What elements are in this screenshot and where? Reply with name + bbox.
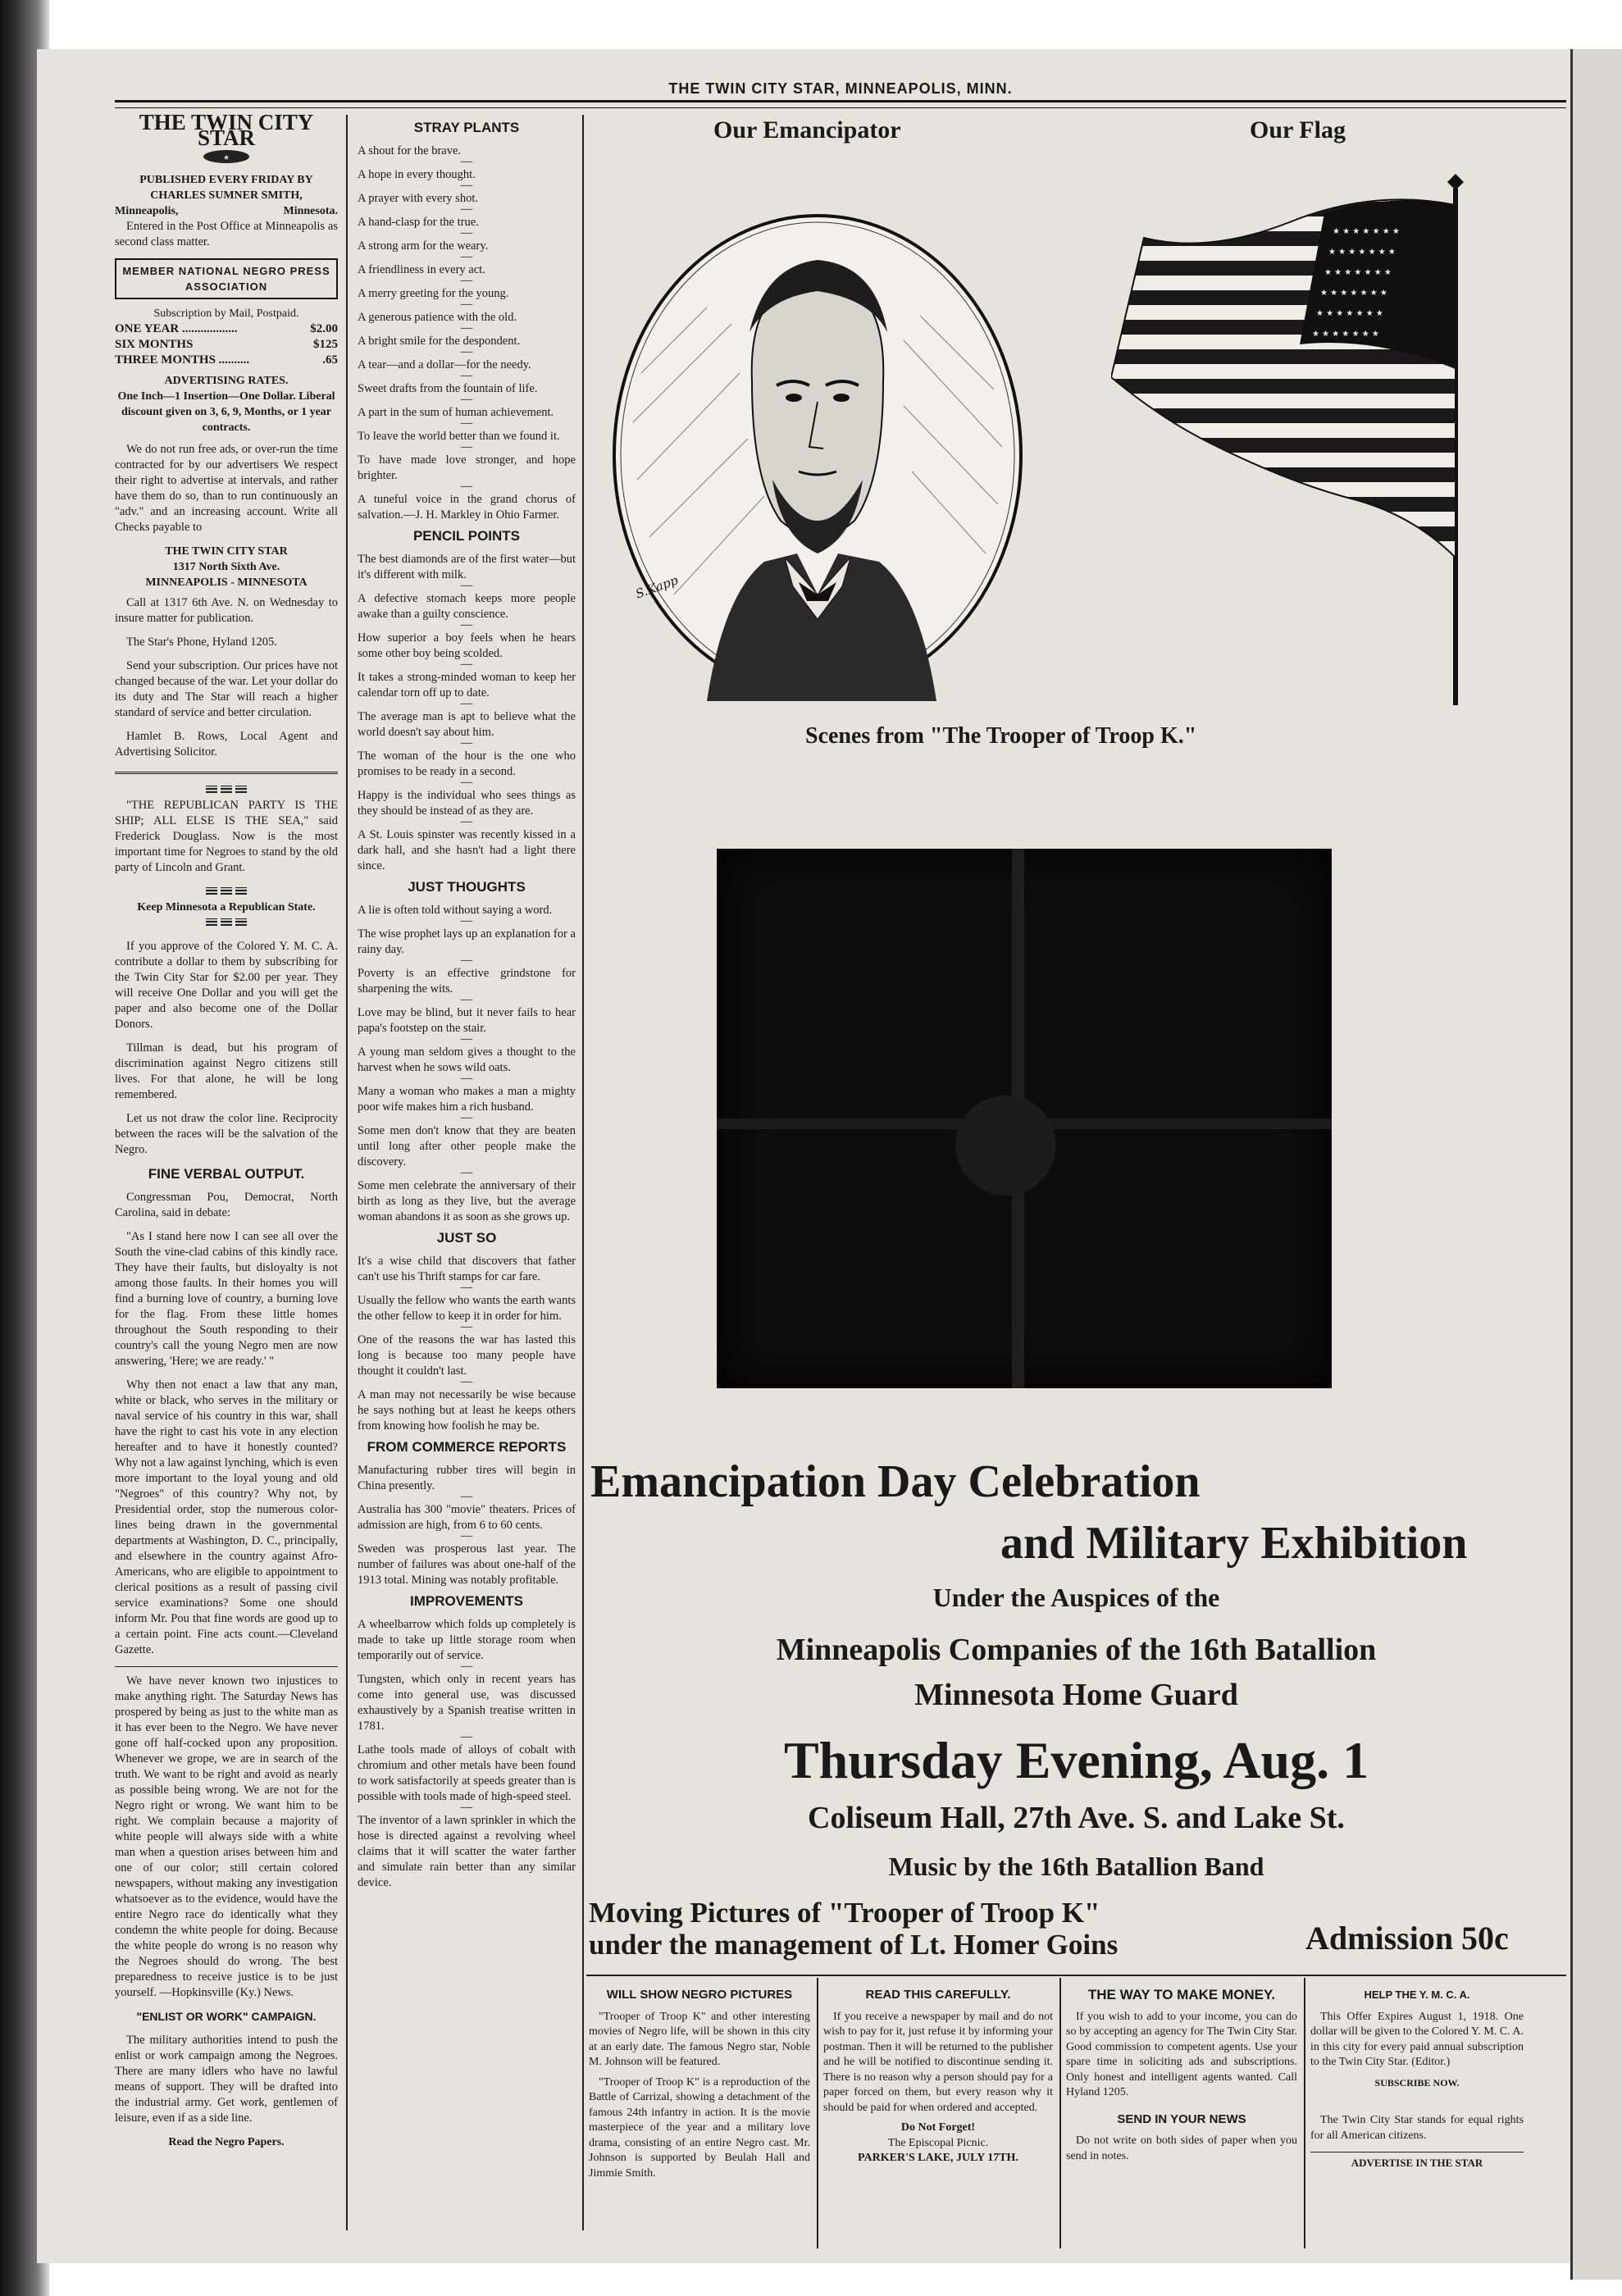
- list-item: A hand-clasp for the true.: [358, 216, 479, 229]
- item-divider: —: [460, 1111, 473, 1124]
- negro-pictures-p1: "Trooper of Troop K" and other interesting movies of Negro life, will be shown in this city at an early date. The famous Negro star, Noble M. Johnson will be featured.: [589, 2010, 810, 2068]
- lincoln-portrait: [608, 209, 1027, 701]
- subscription-head: Subscription by Mail, Postpaid.: [153, 308, 299, 320]
- list-item: A strong arm for the weary.: [358, 239, 489, 253]
- read-carefully-box: [823, 1984, 1053, 2166]
- svg-text:★: ★: [222, 153, 230, 162]
- item-divider: —: [460, 1166, 473, 1179]
- section-rule: [115, 1666, 338, 1667]
- list-item: Tungsten, which only in recent years has come into general use, was discussed exhaustively by a Spanish treatise written in 1781.: [358, 1673, 576, 1733]
- list-item: A wheelbarrow which folds up completely is made to take up little storage room when temporarily out of service.: [358, 1618, 576, 1662]
- list-item: The wise prophet lays up an explanation for a rainy day.: [358, 927, 576, 956]
- item-divider: —: [460, 1320, 473, 1333]
- list-item: How superior a boy feels when he hears some other boy being scolded.: [358, 631, 576, 660]
- item-divider: —: [460, 618, 473, 631]
- box-rule-3: [1304, 1978, 1305, 2248]
- pencil-points-head: PENCIL POINTS: [412, 528, 521, 544]
- masthead: THE TWIN CITY STAR, MINNEAPOLIS, MINN.: [668, 80, 1013, 97]
- read-negro-papers: Read the Negro Papers.: [168, 2136, 285, 2148]
- column-rule-2: [582, 115, 584, 2230]
- item-divider: —: [460, 1375, 473, 1388]
- item-divider: —: [460, 369, 473, 382]
- advertising-policy: We do not run free ads, or over-run the time contracted for by our advertisers We respect their right to advertise at intervals, and rather have them do so, than to run continuously an "adv." and an increasing account. Write all Checks payable to: [115, 443, 338, 534]
- list-item: Many a woman who makes a man a mighty poor wife makes him a rich husband.: [358, 1085, 576, 1114]
- list-item: The inventor of a lawn sprinkler in which the hose is directed against a revolving wheel claims that it will scatter the water farther and simulate rain better than any similar device.: [358, 1814, 576, 1889]
- republican-quote: "THE REPUBLICAN PARTY IS THE SHIP; ALL ELSE IS THE SEA," said Frederick Douglass. Now is the most important time for Negroes to stand by the old party of Lincoln and Grant.: [115, 799, 338, 874]
- rate-value: .65: [322, 353, 338, 367]
- emancipator-title: Our Emancipator: [713, 116, 901, 144]
- item-divider: —: [460, 155, 473, 168]
- bottom-boxes-rule: [586, 1975, 1566, 1976]
- fine-verbal-p3: Why then not enact a law that any man, white or black, who serves in the military or naval service of his country in this war, shall have the right to cast his vote in any election hereafter and to have it honestly counted? Why not a law against lynching, which is even more important to the loyal young and old "Negroes" of this country? Why not, by Presidential order, stop the numerous color-lines being drawn in the governmental departments at Washington, D. C., principally, and elsewhere in the country against Afro-Americans, who are eligible to appointment to clerical positions as a result of passing civil service examinations? Some one should inform Mr. Pou that fine words are good up to a certain point. Fine acts count.—Cleveland Gazette.: [115, 1378, 338, 1656]
- city-line: [115, 203, 338, 219]
- make-money-p1: If you wish to add to your income, you can do so by accepting an agency for The Twin City Star. Good commission to competent agents. Use your spare time in soliciting ads and subscriptions. Only honest and intelligent agents wanted. Call Hyland 1205.: [1066, 2010, 1297, 2098]
- list-item: A shout for the brave.: [358, 144, 462, 157]
- make-money-box: [1066, 1984, 1297, 2169]
- flags-icon: [115, 915, 338, 931]
- rate-row: [115, 337, 338, 353]
- list-item: It takes a strong-minded woman to keep her calendar torn off up to date.: [358, 671, 576, 699]
- rate-value: $125: [313, 338, 338, 351]
- masthead-rule: [115, 100, 1566, 108]
- list-item: A merry greeting for the young.: [358, 287, 509, 300]
- list-item: Sweden was prosperous last year. The number of failures was about one-half of the 1913 total. Mining was notably profitable.: [358, 1542, 576, 1587]
- list-item: To have made love stronger, and hope brighter.: [358, 453, 576, 482]
- list-item: The best diamonds are of the first water—but it's different with milk.: [358, 553, 576, 581]
- city-left: Minneapolis,: [115, 205, 179, 217]
- color-line-item: Let us not draw the color line. Reciprocity between the races will be the salvation of the Negro.: [115, 1112, 338, 1156]
- item-divider: —: [460, 736, 473, 749]
- list-item: A hope in every thought.: [358, 168, 476, 181]
- list-item: A man may not necessarily be wise because he says nothing but at least he keeps others from knowing how foolish he may be.: [358, 1388, 576, 1433]
- item-divider: —: [460, 345, 473, 358]
- send-news-p1: Do not write on both sides of paper when you send in notes.: [1066, 2134, 1297, 2162]
- send-news-head: SEND IN YOUR NEWS: [1117, 2112, 1246, 2126]
- event-title-line1: Emancipation Day Celebration: [590, 1456, 1201, 1507]
- advertise-in-star: ADVERTISE IN THE STAR: [1351, 2157, 1483, 2169]
- artist-signature: S.Kapp: [633, 572, 681, 602]
- item-divider: —: [460, 914, 473, 927]
- list-item: A prayer with every shot.: [358, 192, 478, 205]
- publisher-line-2: CHARLES SUMNER SMITH,: [150, 189, 303, 202]
- item-divider: —: [460, 440, 473, 453]
- item-divider: —: [460, 1529, 473, 1542]
- item-divider: —: [460, 1032, 473, 1046]
- commerce-head: FROM COMMERCE REPORTS: [367, 1439, 567, 1455]
- advertising-text: One Inch—1 Insertion—One Dollar. Liberal discount given on 3, 6, 9, Months, or 1 year contracts.: [117, 390, 335, 434]
- agent-notice: Hamlet B. Rows, Local Agent and Advertising Solicitor.: [115, 730, 338, 758]
- help-ymca-box: [1310, 1984, 1524, 2171]
- tillman-item: Tillman is dead, but his program of discrimination against Negro citizens still lives. For that alone, he will be long remembered.: [115, 1041, 338, 1101]
- rate-row: [115, 321, 338, 337]
- item-divider: —: [460, 298, 473, 311]
- just-thoughts-list: [358, 903, 576, 1225]
- member-box: MEMBER NATIONAL NEGRO PRESS ASSOCIATION: [115, 258, 338, 299]
- address-line: MINNEAPOLIS - MINNESOTA: [145, 576, 308, 589]
- list-item: Usually the fellow who wants the earth wants the other fellow to keep it in order for him.: [358, 1294, 576, 1323]
- section-rule: [115, 772, 338, 774]
- item-divider: —: [460, 815, 473, 828]
- box-rule-1: [817, 1978, 818, 2248]
- item-divider: —: [460, 274, 473, 287]
- negro-pictures-box: [589, 1984, 810, 2186]
- fine-verbal-p1: Congressman Pou, Democrat, North Carolina, said in debate:: [115, 1191, 338, 1219]
- item-divider: —: [460, 658, 473, 671]
- list-item: A defective stomach keeps more people awake than a guilty conscience.: [358, 592, 576, 621]
- star-emblem-icon: [115, 149, 338, 169]
- fine-verbal-head: FINE VERBAL OUTPUT.: [148, 1166, 305, 1182]
- item-divider: —: [460, 393, 473, 406]
- help-ymca-head: HELP THE Y. M. C. A.: [1364, 1988, 1470, 2001]
- injustices-item: We have never known two injustices to make anything right. The Saturday News has prospered by being as just to the white man as it has ever been to the Negro. We have never gone off half-cocked upon any proposition. Whenever we grope, we are in search of the truth. We want to be right and avoid as nearly as possible being wrong. We are not for the Negro right or wrong. We want him to be right. We complain because a majority of white people will always side with a white man when a question arises between him and one of our color; still certain colored newspapers, without making any investigation whatsoever as to the evidence, would have the entire Negro race do identically what they condemn the white people for doing. Because the white people do wrong is no reason why the Negroes should do wrong. The best preparedness to receive justice is to be just yourself. —Hopkinsville (Ky.) News.: [115, 1674, 338, 1999]
- auspices-line: Under the Auspices of the: [932, 1583, 1220, 1612]
- city-right: Minnesota.: [283, 205, 338, 217]
- item-divider: —: [460, 697, 473, 710]
- rate-row: [115, 353, 338, 368]
- item-divider: —: [460, 226, 473, 239]
- svg-text:★ ★ ★ ★ ★ ★ ★: ★ ★ ★ ★ ★ ★ ★: [1312, 330, 1379, 339]
- band-line: Music by the 16th Batallion Band: [888, 1852, 1264, 1881]
- ymca-appeal: If you approve of the Colored Y. M. C. A. contribute a dollar to them by subscribing for the Twin City Star for $2.00 per year. They will receive One Dollar and you will get the paper and also become one of the Dollar Donors.: [115, 940, 338, 1031]
- list-item: Australia has 300 "movie" theaters. Prices of admission are high, from 6 to 60 cents.: [358, 1503, 576, 1532]
- event-venue-line: Coliseum Hall, 27th Ave. S. and Lake St.: [808, 1801, 1345, 1835]
- list-item: The woman of the hour is the one who promises to be ready in a second.: [358, 749, 576, 778]
- item-divider: —: [460, 1801, 473, 1814]
- item-divider: —: [460, 480, 473, 493]
- column-rule-1: [346, 115, 348, 2230]
- item-divider: —: [460, 1660, 473, 1673]
- event-title-line2: and Military Exhibition: [1000, 1518, 1468, 1569]
- list-item: Lathe tools made of alloys of cobalt with chromium and other metals have been found to work satisfactorily at speeds greater than is possible with tools made of high-speed steel.: [358, 1743, 576, 1803]
- flags-icon: [115, 782, 338, 798]
- list-item: A tuneful voice in the grand chorus of salvation.—J. H. Markley in Ohio Farmer.: [358, 493, 576, 522]
- list-item: Poverty is an effective grindstone for sharpening the wits.: [358, 967, 576, 995]
- column-2: [358, 115, 576, 1893]
- list-item: A tear—and a dollar—for the needy.: [358, 358, 531, 371]
- item-divider: —: [460, 179, 473, 192]
- list-item: A St. Louis spinster was recently kissed in a dark hall, and she hasn't had a light there since.: [358, 828, 576, 872]
- trooper-film-still: [717, 849, 1332, 1388]
- enlist-item: The military authorities intend to push the enlist or work campaign among the Negroes. There are many idlers who have no lawful means of support. They will be drafted into the industrial army. Get work, gentlemen of leisure, even if as a side line.: [115, 2034, 338, 2125]
- item-divider: —: [460, 776, 473, 789]
- svg-text:★ ★ ★ ★ ★ ★ ★: ★ ★ ★ ★ ★ ★ ★: [1324, 268, 1392, 277]
- movies-line: Moving Pictures of "Trooper of Troop K": [589, 1897, 1100, 1929]
- list-item: To leave the world better than we found it.: [358, 430, 560, 443]
- management-line: under the management of Lt. Homer Goins: [589, 1929, 1119, 1961]
- list-item: A young man seldom gives a thought to the harvest when he sows wild oats.: [358, 1046, 576, 1074]
- just-thoughts-head: JUST THOUGHTS: [408, 879, 526, 895]
- rate-label: SIX MONTHS: [115, 338, 194, 351]
- do-not-forget: Do Not Forget!: [900, 2121, 976, 2134]
- rate-label: THREE MONTHS ..........: [115, 353, 250, 367]
- episcopal-picnic: The Episcopal Picnic.: [887, 2136, 989, 2149]
- improvements-head: IMPROVEMENTS: [410, 1593, 523, 1609]
- parkers-lake: PARKER'S LAKE, JULY 17TH.: [858, 2152, 1018, 2164]
- list-item: A lie is often told without saying a word.: [358, 904, 553, 917]
- fine-verbal-p2: "As I stand here now I can see all over the South the vine-clad cabins of this kindly race. They have their faults, but disloyalty is not among those faults. In their homes you will find a burning love of country, a burning love for the flag. From these little homes throughout the South responding to their country's call the young Negro men are now answering, 'Here; we are ready.' ": [115, 1230, 338, 1368]
- item-divider: —: [460, 250, 473, 263]
- svg-text:★ ★ ★ ★ ★ ★ ★: ★ ★ ★ ★ ★ ★ ★: [1328, 248, 1396, 257]
- admission-price: Admission 50c: [1305, 1920, 1509, 1957]
- negro-pictures-p2: "Trooper of Troop K" is a reproduction of the Battle of Carrizal, showing a detachment of the famous 24th infantry in action. It is the movie masterpiece of the year and a military love drama, consisting of an entire Negro cast. Mr. Johnson is supported by Beulah Hall and Jimmie Smith.: [589, 2075, 810, 2180]
- box-rule-2: [1059, 1978, 1061, 2248]
- read-carefully-head: READ THIS CAREFULLY.: [865, 1988, 1011, 2002]
- list-item: Sweet drafts from the fountain of life.: [358, 382, 538, 395]
- improvements-list: [358, 1617, 576, 1891]
- commerce-list: [358, 1463, 576, 1588]
- svg-text:★ ★ ★ ★ ★ ★ ★: ★ ★ ★ ★ ★ ★ ★: [1320, 289, 1387, 298]
- list-item: Some men don't know that they are beaten until long after other people make the discovery.: [358, 1124, 576, 1168]
- stray-plants-head: STRAY PLANTS: [413, 120, 520, 135]
- american-flag: [1111, 172, 1464, 713]
- list-item: Manufacturing rubber tires will begin in China presently.: [358, 1464, 576, 1492]
- address-line: THE TWIN CITY STAR: [165, 545, 288, 558]
- list-item: A generous patience with the old.: [358, 311, 517, 324]
- item-divider: —: [460, 203, 473, 216]
- stray-plants-list: [358, 144, 576, 523]
- just-so-head: JUST SO: [436, 1230, 497, 1246]
- equal-rights: The Twin City Star stands for equal rights for all American citizens.: [1310, 2114, 1524, 2142]
- advertising-head: ADVERTISING RATES.: [164, 375, 289, 387]
- list-item: It's a wise child that discovers that father can't use his Thrift stamps for car fare.: [358, 1255, 576, 1283]
- adjacent-page-edge: [1570, 49, 1622, 2280]
- item-divider: —: [460, 1281, 473, 1294]
- read-carefully-p1: If you receive a newspaper by mail and do not wish to pay for it, just refuse it by informing your postman. Then it will be returned to the publisher and he will be notified to discontinue sending it. There is no reason why a person should pay for a paper forced on them, but every reason why it should be paid for when ordered and accepted.: [823, 2010, 1053, 2114]
- svg-text:★ ★ ★ ★ ★ ★ ★: ★ ★ ★ ★ ★ ★ ★: [1316, 309, 1383, 318]
- list-item: A part in the sum of human achievement.: [358, 406, 554, 419]
- home-guard-line: Minnesota Home Guard: [914, 1678, 1238, 1712]
- list-item: Some men celebrate the anniversary of their birth as long as they live, but the average woman abandons it as soon as she grows up.: [358, 1179, 576, 1223]
- flags-icon: [115, 884, 338, 900]
- item-divider: —: [460, 417, 473, 430]
- item-divider: —: [460, 321, 473, 335]
- list-item: The average man is apt to believe what the world doesn't say about him.: [358, 710, 576, 739]
- item-divider: —: [460, 1730, 473, 1743]
- event-date-line: Thursday Evening, Aug. 1: [783, 1731, 1369, 1789]
- address-line: 1317 North Sixth Ave.: [172, 561, 280, 573]
- just-so-list: [358, 1254, 576, 1434]
- subscribe-now: SUBSCRIBE NOW.: [1374, 2076, 1460, 2089]
- call-notice: Call at 1317 6th Ave. N. on Wednesday to insure matter for publication.: [115, 596, 338, 625]
- column-1: [115, 110, 338, 2150]
- paper-name: THE TWIN CITY STAR: [139, 110, 314, 150]
- list-item: One of the reasons the war has lasted this long is because too many people have thought it couldn't last.: [358, 1333, 576, 1378]
- publisher-line-1: PUBLISHED EVERY FRIDAY BY: [139, 174, 313, 186]
- scenes-caption: Scenes from "The Trooper of Troop K.": [805, 723, 1197, 749]
- item-divider: —: [460, 993, 473, 1006]
- help-ymca-p1: This Offer Expires August 1, 1918. One dollar will be given to the Colored Y. M. C. A. in this city for every paid annual subscription to the Twin City Star. (Editor.): [1310, 2010, 1524, 2068]
- item-divider: —: [460, 579, 473, 592]
- svg-text:★ ★ ★ ★ ★ ★ ★: ★ ★ ★ ★ ★ ★ ★: [1333, 227, 1400, 236]
- list-item: Happy is the individual who sees things as they should be instead of as they are.: [358, 789, 576, 818]
- companies-line: Minneapolis Companies of the 16th Batallion: [776, 1633, 1377, 1667]
- list-item: A friendliness in every act.: [358, 263, 485, 276]
- list-item: Love may be blind, but it never fails to hear papa's footstep on the stair.: [358, 1006, 576, 1035]
- send-subscription: Send your subscription. Our prices have not changed because of the war. Let your dollar do its duty and The Star will reach a higher standard of service and better circulation.: [115, 659, 338, 719]
- enlist-head: "ENLIST OR WORK" CAMPAIGN.: [136, 2010, 317, 2023]
- entered-notice: Entered in the Post Office at Minneapolis as second class matter.: [115, 220, 338, 248]
- item-divider: —: [460, 1072, 473, 1085]
- negro-pictures-head: WILL SHOW NEGRO PICTURES: [606, 1988, 793, 2002]
- flag-title: Our Flag: [1250, 116, 1346, 144]
- rate-value: $2.00: [310, 322, 338, 335]
- item-divider: —: [460, 954, 473, 967]
- rate-label: ONE YEAR ..................: [115, 322, 238, 335]
- item-divider: —: [460, 1490, 473, 1503]
- pencil-points-list: [358, 552, 576, 874]
- keep-minnesota: Keep Minnesota a Republican State.: [137, 901, 316, 913]
- phone-notice: The Star's Phone, Hyland 1205.: [126, 636, 277, 649]
- make-money-head: THE WAY TO MAKE MONEY.: [1087, 1987, 1276, 2002]
- list-item: A bright smile for the despondent.: [358, 335, 521, 348]
